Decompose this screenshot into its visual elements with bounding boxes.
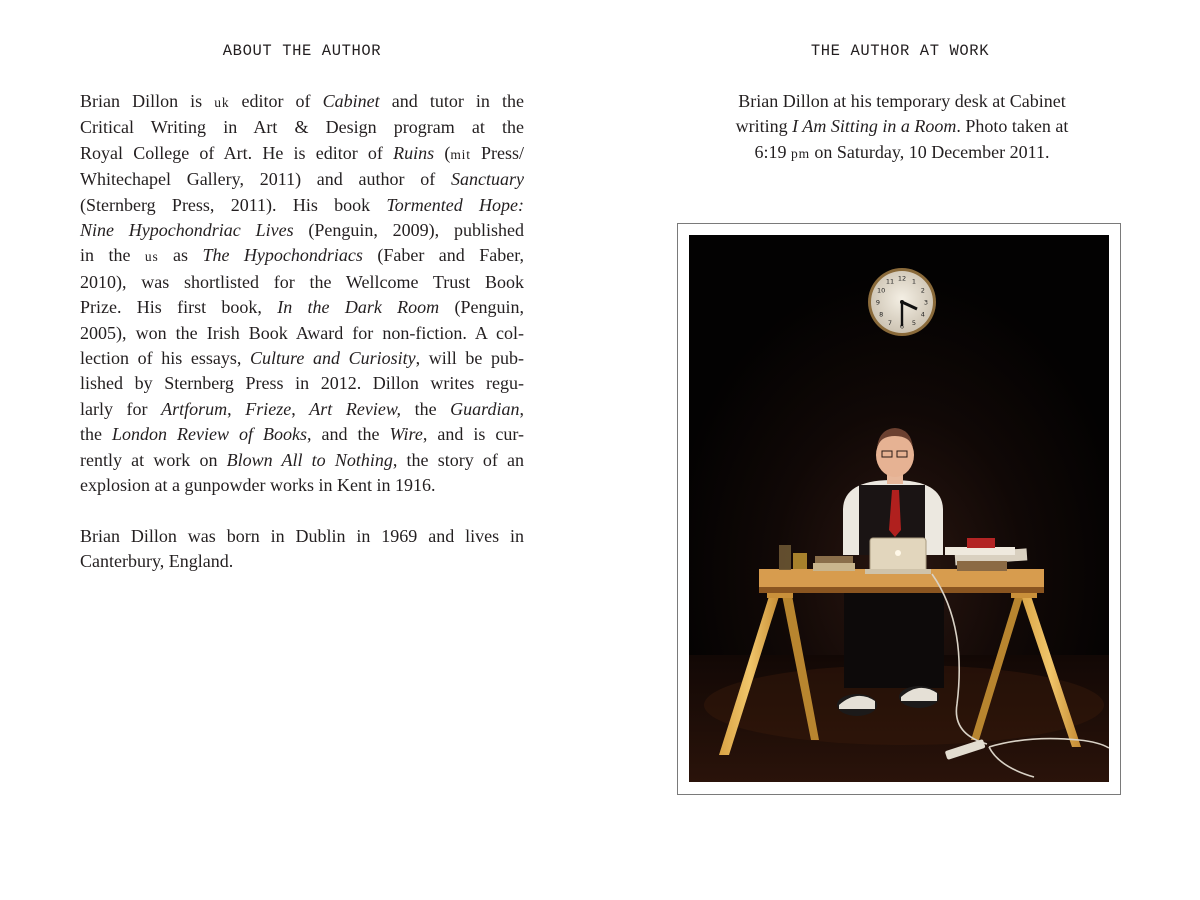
text-run: , the story of an [392, 449, 525, 470]
author-at-work-heading: THE AUTHOR AT WORK [810, 42, 990, 60]
small-caps-abbrev: mit [450, 146, 471, 162]
author-bio [80, 89, 524, 574]
text-run: the [401, 398, 451, 419]
text-run: as [158, 245, 203, 266]
text-run: Brian Dillon was born in Dublin in 1969 and lives in [80, 525, 524, 546]
text-line [80, 371, 524, 396]
text-run: , and the [307, 424, 390, 445]
italic-title: The Hypochondriacs [202, 245, 363, 266]
photo-caption [680, 89, 1124, 166]
text-line [80, 473, 524, 498]
text-line [680, 140, 1124, 166]
bio-paragraph-1 [80, 89, 524, 499]
small-caps-abbrev: us [144, 249, 159, 265]
about-author-heading: ABOUT THE AUTHOR [222, 42, 382, 60]
text-run: rently at work on [80, 449, 227, 470]
text-line [80, 218, 524, 243]
text-line [80, 193, 524, 218]
clock-numeral: 7 [887, 319, 893, 328]
clock-numeral: 5 [911, 319, 917, 328]
text-run: Prize. His first book, [80, 297, 278, 318]
clock-numeral: 9 [875, 298, 881, 307]
text-line [80, 397, 524, 422]
text-run: 2010), was shortlisted for the Wellcome Trust Book [80, 271, 524, 292]
italic-title: Wire [389, 424, 423, 445]
text-run: Whitechapel Gallery, 2011) and author of [80, 169, 452, 190]
italic-title: Blown All to Nothing [226, 449, 393, 470]
clock-numeral: 8 [879, 310, 884, 319]
text-run: , and is cur- [422, 424, 524, 445]
paragraph-gap [80, 499, 524, 524]
italic-title: Art Review, [309, 398, 402, 419]
italic-title: Tormented Hope: [386, 194, 524, 215]
wall-clock [868, 268, 936, 336]
clock-numeral: 11 [885, 277, 895, 286]
text-run: , will be pub- [415, 348, 524, 369]
text-line [80, 448, 524, 473]
text-line [80, 549, 524, 574]
text-run: Critical Writing in Art & Design program at the [80, 117, 524, 138]
text-line [80, 346, 524, 371]
right-page [600, 0, 1200, 900]
clock-numeral: 10 [877, 286, 886, 295]
laptop [865, 538, 931, 574]
text-line [80, 243, 524, 269]
italic-title: Guardian [450, 398, 520, 419]
text-run: (Penguin, [439, 297, 524, 318]
text-run: . Photo taken at [956, 116, 1069, 137]
text-run: (Penguin, 2009), published [293, 220, 524, 241]
text-run: Press/ [470, 142, 524, 163]
italic-title: Frieze [245, 398, 292, 419]
photo-illustration [689, 235, 1109, 782]
clock-numeral: 2 [920, 286, 925, 295]
italic-title: Nine Hypochondriac Lives [80, 220, 294, 241]
text-run: 6:19 [754, 141, 792, 162]
text-run: in the [80, 245, 145, 266]
italic-title: In the Dark Room [277, 297, 440, 318]
text-run: writing [735, 116, 793, 137]
text-run: lection of his essays, [80, 348, 250, 369]
clock-numeral: 12 [897, 274, 907, 283]
text-run: Royal College of Art. He is editor of [80, 142, 394, 163]
text-run: Brian Dillon at his temporary desk at Cabinet [738, 91, 1066, 111]
text-line [680, 89, 1124, 114]
text-run: , [227, 398, 246, 419]
text-line [80, 270, 524, 295]
text-line [80, 167, 524, 192]
text-line [80, 115, 524, 140]
clock-numeral: 4 [920, 310, 925, 319]
clock-numeral: 6 [899, 322, 905, 331]
author-photo [689, 235, 1109, 782]
text-run: ( [434, 142, 451, 163]
clock-numeral: 3 [923, 298, 929, 307]
text-line [80, 141, 524, 167]
small-caps-abbrev: pm [791, 145, 810, 161]
bio-paragraph-2 [80, 524, 524, 575]
text-run: (Faber and Faber, [362, 245, 524, 266]
text-run: , [291, 398, 310, 419]
text-run: the [80, 424, 112, 445]
italic-title: Artforum [161, 398, 228, 419]
italic-title: Culture and Curiosity [250, 348, 416, 369]
text-run: , [519, 398, 525, 419]
text-run: (Sternberg Press, 2011). His book [80, 194, 387, 215]
clock-numeral: 1 [911, 277, 917, 286]
text-run: lished by Sternberg Press in 2012. Dillon writes regu- [80, 373, 524, 394]
text-run: Brian Dillon is [80, 91, 215, 111]
italic-title: Cabinet [322, 91, 380, 111]
italic-title: Ruins [393, 142, 435, 163]
text-line [680, 114, 1124, 139]
text-run: Canterbury, England. [80, 550, 234, 571]
photo-frame [677, 223, 1121, 795]
text-run: larly for [80, 398, 162, 419]
italic-title: London Review of Books [112, 424, 307, 445]
small-caps-abbrev: uk [214, 95, 230, 110]
italic-title: I Am Sitting in a Room [792, 116, 957, 137]
text-run: on Saturday, 10 December 2011. [809, 141, 1050, 162]
text-run: and tutor in the [379, 91, 525, 111]
text-run: 2005), won the Irish Book Award for non-fiction. A col- [80, 322, 524, 343]
text-line [80, 422, 524, 447]
text-line [80, 89, 524, 115]
text-run: explosion at a gunpowder works in Kent in 1916. [80, 475, 436, 496]
text-run: editor of [229, 91, 323, 111]
text-line [80, 295, 524, 320]
text-line [80, 524, 524, 549]
text-line [80, 321, 524, 346]
italic-title: Sanctuary [451, 169, 524, 190]
